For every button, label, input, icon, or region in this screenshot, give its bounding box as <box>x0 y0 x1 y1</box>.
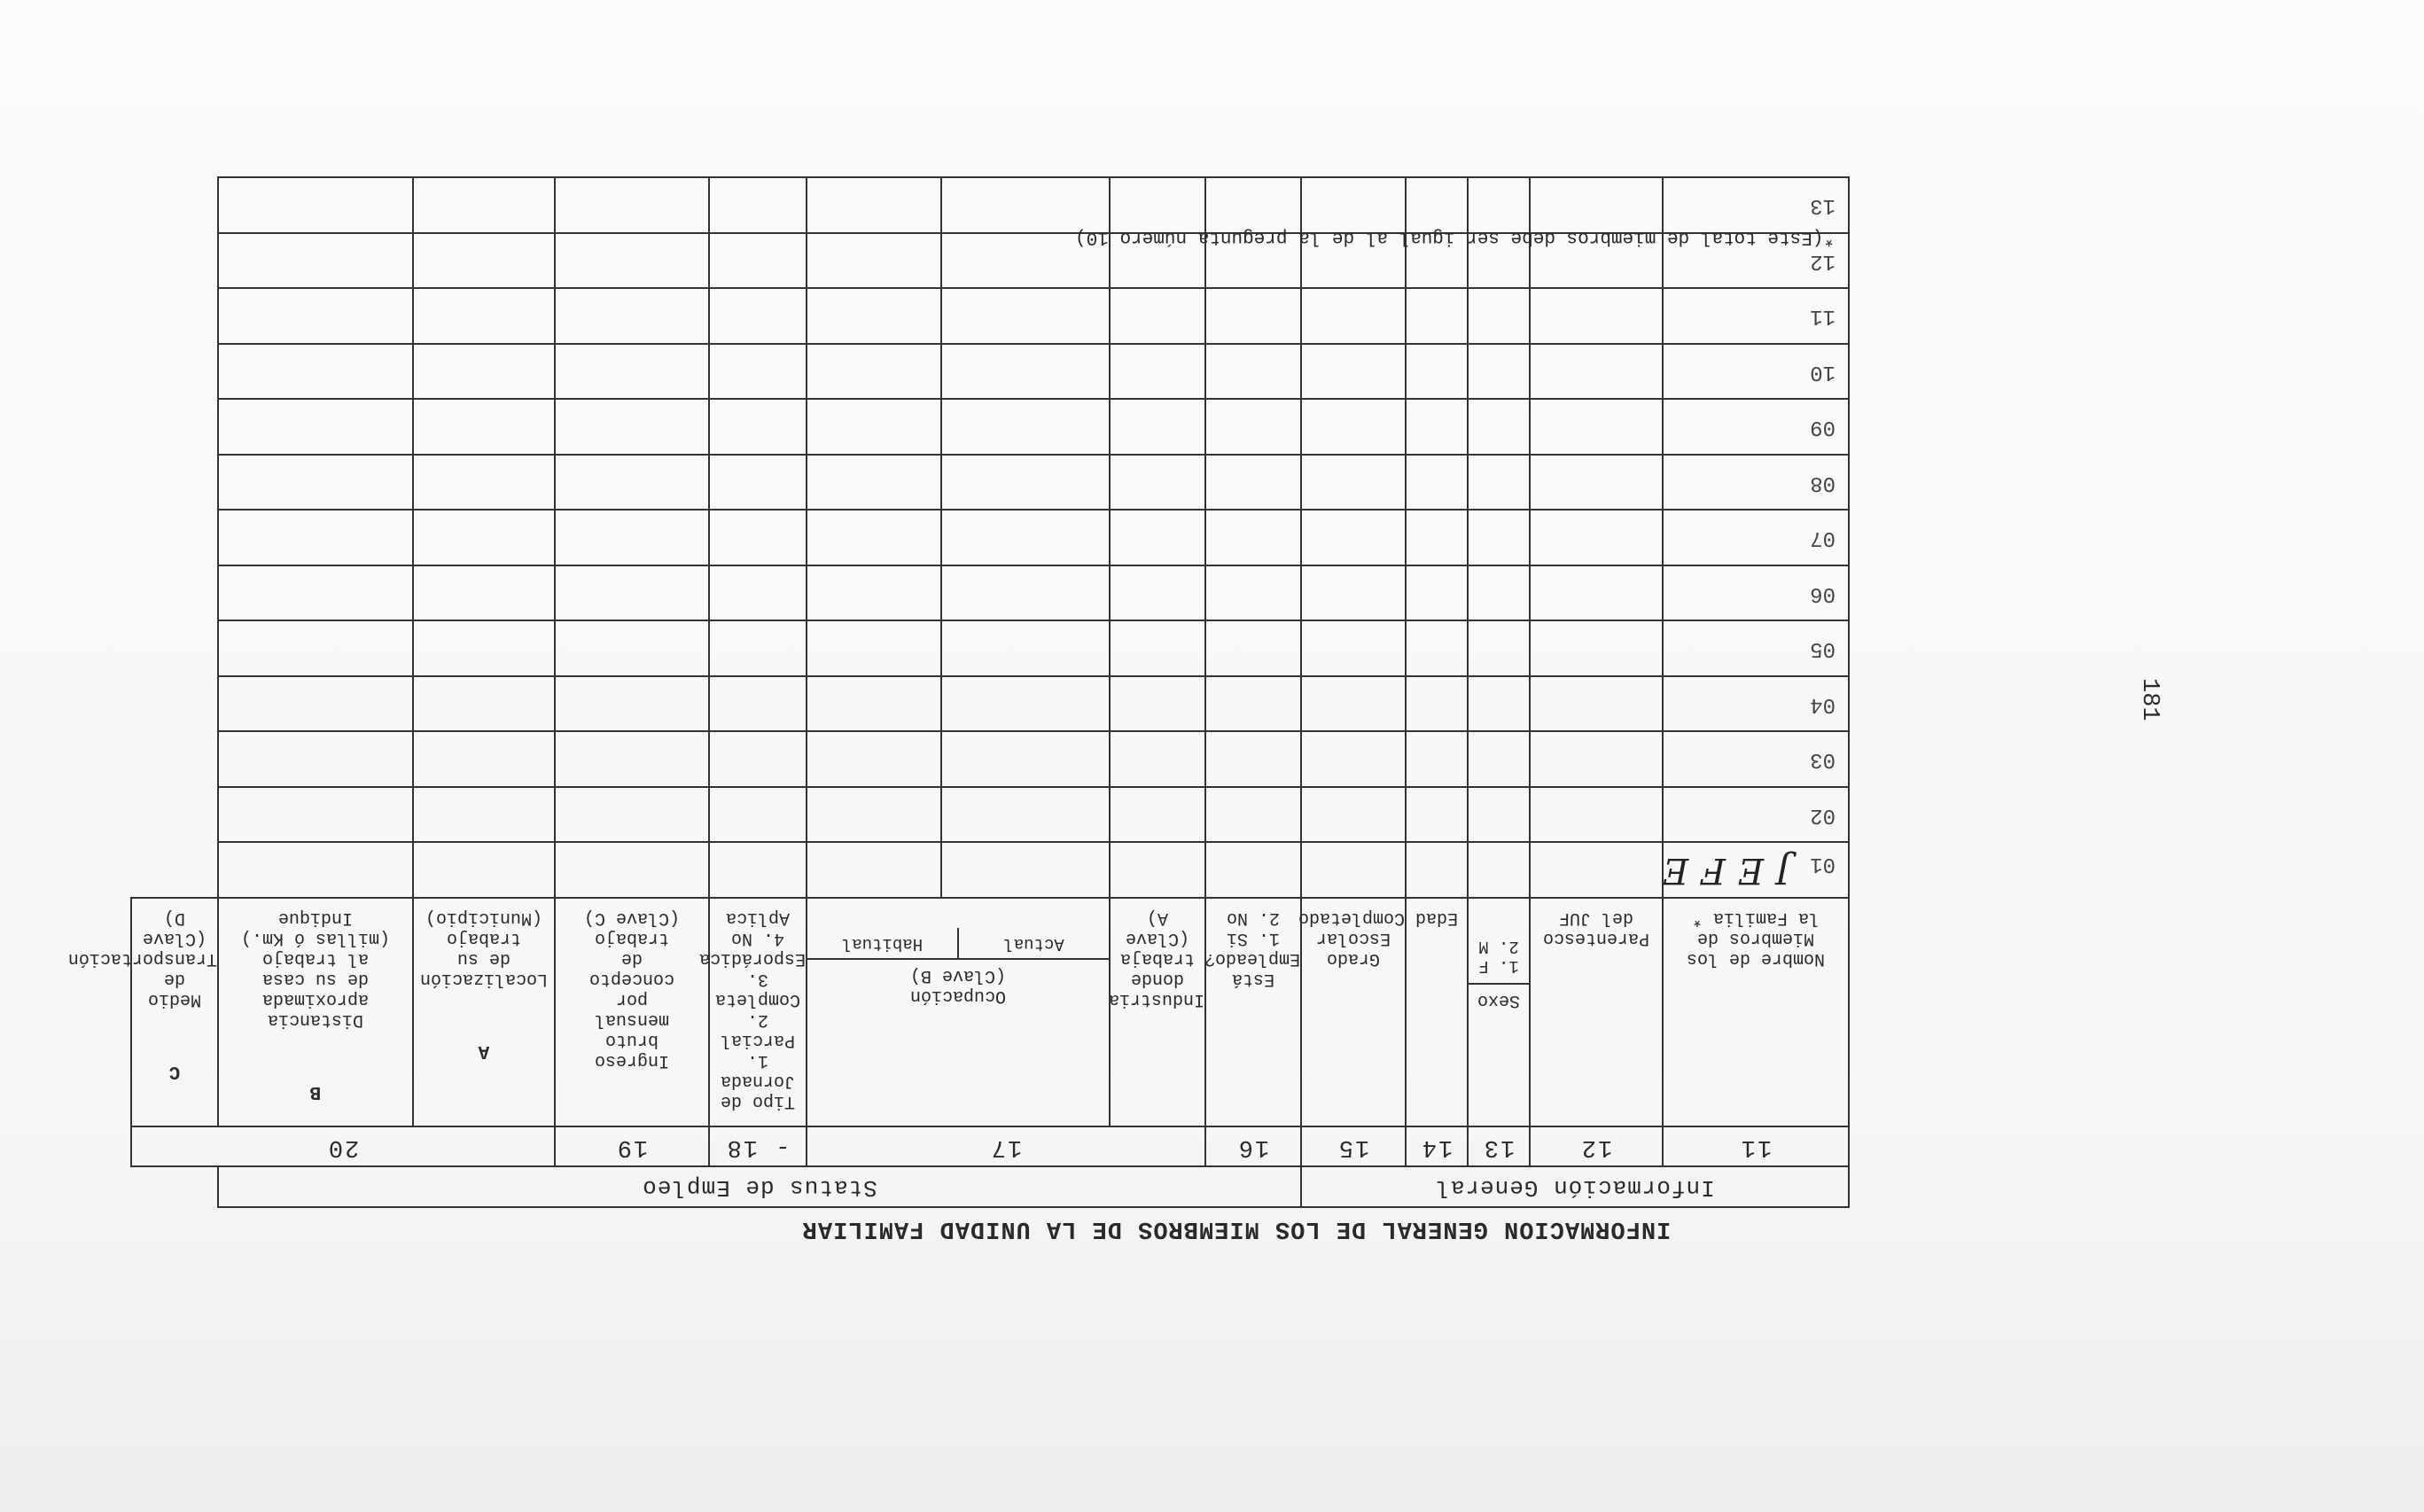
blank-form-cell[interactable] <box>1110 565 1205 621</box>
blank-form-cell[interactable] <box>1530 344 1663 400</box>
blank-form-cell[interactable] <box>1110 455 1205 510</box>
blank-form-cell[interactable] <box>1468 787 1530 843</box>
blank-form-cell[interactable] <box>1406 620 1468 676</box>
blank-form-cell[interactable] <box>555 676 709 732</box>
blank-form-cell[interactable] <box>807 177 941 233</box>
blank-form-cell[interactable] <box>1110 842 1205 898</box>
blank-form-cell[interactable] <box>941 288 1110 344</box>
blank-form-cell[interactable] <box>1406 731 1468 787</box>
blank-form-cell[interactable] <box>1110 288 1205 344</box>
blank-form-cell[interactable] <box>1530 676 1663 732</box>
blank-form-cell[interactable] <box>1406 288 1468 344</box>
blank-form-cell[interactable] <box>1205 177 1301 233</box>
blank-form-cell[interactable] <box>1301 399 1406 455</box>
blank-form-cell[interactable] <box>1205 344 1301 400</box>
blank-form-cell[interactable] <box>555 399 709 455</box>
blank-form-cell[interactable] <box>1205 565 1301 621</box>
label-sex-title: Sexo <box>1477 990 1521 1010</box>
member-row <box>131 344 1849 400</box>
member-name-cell[interactable] <box>1663 676 1849 732</box>
blank-form-cell[interactable] <box>1530 177 1663 233</box>
blank-form-cell[interactable] <box>1530 455 1663 510</box>
blank-form-cell[interactable] <box>1468 731 1530 787</box>
page-number: 181 <box>2136 678 2163 721</box>
blank-form-cell[interactable] <box>1468 510 1530 565</box>
blank-form-cell[interactable] <box>807 510 941 565</box>
blank-form-cell[interactable] <box>1301 177 1406 233</box>
label-grade: Grado Escolar Completado <box>1301 898 1406 1126</box>
blank-form-cell[interactable] <box>413 399 555 455</box>
label-col20-c-letter: C <box>168 1061 181 1082</box>
blank-form-cell[interactable] <box>218 620 413 676</box>
blank-form-cell[interactable] <box>555 233 709 289</box>
member-row <box>131 288 1849 344</box>
member-name-cell[interactable] <box>1663 344 1849 400</box>
row-number: 11 <box>1810 304 1836 329</box>
blank-form-cell[interactable] <box>1530 620 1663 676</box>
blank-form-cell[interactable] <box>709 344 807 400</box>
blank-form-cell[interactable] <box>1110 344 1205 400</box>
blank-form-cell[interactable] <box>413 344 555 400</box>
blank-form-cell[interactable] <box>1406 842 1468 898</box>
label-col20-b-text: Distancia aproximada de su casa al trabajo (millas ó Km.) Indique <box>240 908 390 1030</box>
blank-form-cell[interactable] <box>709 565 807 621</box>
label-col20-a-text: Localización de su trabajo (Municipio) <box>419 908 548 989</box>
row-number: 13 <box>1810 193 1836 218</box>
blank-form-cell[interactable] <box>1468 676 1530 732</box>
blank-form-cell[interactable] <box>1110 177 1205 233</box>
blank-form-cell[interactable] <box>941 787 1110 843</box>
blank-form-cell[interactable] <box>1530 565 1663 621</box>
blank-form-cell[interactable] <box>413 676 555 732</box>
blank-form-cell[interactable] <box>1205 399 1301 455</box>
form-title: INFORMACION GENERAL DE LOS MIEMBROS DE LA UNIDAD FAMILIAR <box>801 1215 1672 1242</box>
blank-form-cell[interactable] <box>218 510 413 565</box>
label-occupation-subcols <box>807 928 1109 960</box>
row-number: 02 <box>1810 803 1836 827</box>
blank-form-cell[interactable] <box>1205 455 1301 510</box>
row-number: 03 <box>1810 747 1836 772</box>
blank-form-cell[interactable] <box>1406 676 1468 732</box>
blank-form-cell[interactable] <box>941 565 1110 621</box>
blank-form-cell[interactable] <box>709 177 807 233</box>
blank-form-cell[interactable] <box>1468 455 1530 510</box>
label-sex-codes: 1. F 2. M <box>1469 928 1529 985</box>
member-name-cell[interactable] <box>1663 620 1849 676</box>
row-number: 12 <box>1810 248 1836 273</box>
label-income: Ingreso bruto mensual por concepto de trabajo (Clave C) <box>555 898 709 1126</box>
row-number: 09 <box>1810 415 1836 440</box>
blank-form-cell[interactable] <box>941 676 1110 732</box>
blank-form-cell[interactable] <box>218 288 413 344</box>
blank-form-cell[interactable] <box>1301 620 1406 676</box>
blank-form-cell[interactable] <box>709 620 807 676</box>
blank-form-cell[interactable] <box>413 288 555 344</box>
blank-form-cell[interactable] <box>413 510 555 565</box>
blank-form-cell[interactable] <box>1406 565 1468 621</box>
blank-form-cell[interactable] <box>555 177 709 233</box>
member-name-cell[interactable] <box>1663 455 1849 510</box>
label-col20-a <box>413 898 555 1126</box>
blank-form-cell[interactable] <box>218 842 413 898</box>
blank-form-cell[interactable] <box>807 620 941 676</box>
row-number: 01 <box>1810 851 1836 876</box>
blank-form-cell[interactable] <box>1301 344 1406 400</box>
col-number-11: 11 <box>1663 1126 1849 1165</box>
blank-form-cell[interactable] <box>1406 510 1468 565</box>
member-row <box>131 842 1849 898</box>
row-number: 08 <box>1810 470 1836 495</box>
blank-form-cell[interactable] <box>807 842 941 898</box>
blank-form-cell[interactable] <box>555 565 709 621</box>
blank-form-cell[interactable] <box>1301 731 1406 787</box>
blank-form-cell[interactable] <box>807 565 941 621</box>
blank-form-cell[interactable] <box>218 787 413 843</box>
blank-form-cell[interactable] <box>555 731 709 787</box>
blank-form-cell[interactable] <box>413 731 555 787</box>
blank-form-cell[interactable] <box>413 842 555 898</box>
member-row <box>131 731 1849 787</box>
member-name-cell[interactable] <box>1663 288 1849 344</box>
col-number-17: 17 <box>807 1126 1205 1165</box>
label-sex <box>1468 898 1530 1126</box>
group-header-row <box>131 1166 1849 1207</box>
blank-form-cell[interactable] <box>413 233 555 289</box>
label-occupation <box>807 898 1110 1126</box>
label-col20-a-letter: A <box>478 1040 490 1062</box>
label-employed: Está Empleado? 1. Si 2. No <box>1205 898 1301 1126</box>
blank-form-cell[interactable] <box>1468 344 1530 400</box>
blank-form-cell[interactable] <box>413 620 555 676</box>
member-name-cell[interactable] <box>1650 842 1849 898</box>
member-row <box>131 455 1849 510</box>
blank-form-cell[interactable] <box>1530 288 1663 344</box>
blank-form-cell[interactable] <box>1301 510 1406 565</box>
blank-form-cell[interactable] <box>709 399 807 455</box>
blank-form-cell[interactable] <box>1530 787 1663 843</box>
col-number-15: 15 <box>1301 1126 1406 1165</box>
blank-form-cell[interactable] <box>555 620 709 676</box>
blank-form-cell[interactable] <box>1468 565 1530 621</box>
blank-form-cell[interactable] <box>1468 288 1530 344</box>
handwritten-entry: JEFE <box>1650 849 1791 891</box>
col-number-16: 16 <box>1205 1126 1301 1165</box>
member-name-cell[interactable] <box>1663 510 1849 565</box>
group-header-employment: Status de Empleo <box>218 1166 1301 1207</box>
blank-form-cell[interactable] <box>1110 399 1205 455</box>
blank-form-cell[interactable] <box>413 455 555 510</box>
blank-form-cell[interactable] <box>555 787 709 843</box>
blank-form-cell[interactable] <box>1468 399 1530 455</box>
blank-form-cell[interactable] <box>1468 620 1530 676</box>
blank-form-cell[interactable] <box>1301 565 1406 621</box>
blank-form-cell[interactable] <box>1530 399 1663 455</box>
blank-form-cell[interactable] <box>1205 620 1301 676</box>
blank-form-cell[interactable] <box>1205 676 1301 732</box>
blank-form-cell[interactable] <box>1110 787 1205 843</box>
blank-form-cell[interactable] <box>709 288 807 344</box>
blank-form-cell[interactable] <box>941 455 1110 510</box>
blank-form-cell[interactable] <box>1205 510 1301 565</box>
member-row <box>131 620 1849 676</box>
col-number-13: 13 <box>1468 1126 1530 1165</box>
label-col20-b-letter: B <box>309 1081 322 1103</box>
member-row <box>131 787 1849 843</box>
blank-form-cell[interactable] <box>941 731 1110 787</box>
blank-form-cell[interactable] <box>1301 455 1406 510</box>
blank-form-cell[interactable] <box>1205 842 1301 898</box>
label-age: Edad <box>1406 898 1468 1126</box>
blank-form-cell[interactable] <box>1110 510 1205 565</box>
blank-form-cell[interactable] <box>1406 787 1468 843</box>
label-name: Nombre de los Miembros de la Familia * <box>1663 898 1849 1126</box>
blank-form-cell[interactable] <box>807 399 941 455</box>
col-number-14: 14 <box>1406 1126 1468 1165</box>
blank-form-cell[interactable] <box>413 565 555 621</box>
label-col20-b <box>218 898 413 1126</box>
col-number-18: - 18 <box>709 1126 807 1165</box>
blank-form-cell[interactable] <box>709 233 807 289</box>
blank-form-cell[interactable] <box>1530 510 1663 565</box>
blank-form-cell[interactable] <box>218 344 413 400</box>
blank-form-cell[interactable] <box>218 676 413 732</box>
blank-form-cell[interactable] <box>555 455 709 510</box>
blank-form-cell[interactable] <box>807 344 941 400</box>
blank-form-cell[interactable] <box>709 787 807 843</box>
label-industry: Industria donde trabaja (Clave A) <box>1110 898 1205 1126</box>
blank-form-cell[interactable] <box>555 344 709 400</box>
row-number: 07 <box>1810 526 1836 550</box>
blank-form-cell[interactable] <box>941 344 1110 400</box>
blank-form-cell[interactable] <box>807 288 941 344</box>
blank-form-cell[interactable] <box>709 455 807 510</box>
blank-form-cell[interactable] <box>941 842 1110 898</box>
blank-form-cell[interactable] <box>1205 731 1301 787</box>
blank-form-cell[interactable] <box>413 177 555 233</box>
blank-form-cell[interactable] <box>1301 288 1406 344</box>
blank-form-cell[interactable] <box>218 731 413 787</box>
blank-form-cell[interactable] <box>941 177 1110 233</box>
member-name-cell[interactable] <box>1663 177 1849 233</box>
blank-form-cell[interactable] <box>807 455 941 510</box>
col-number-12: 12 <box>1530 1126 1663 1165</box>
blank-form-cell[interactable] <box>218 233 413 289</box>
member-row <box>131 565 1849 621</box>
blank-form-cell[interactable] <box>807 787 941 843</box>
member-name-cell[interactable] <box>1663 787 1849 843</box>
blank-form-cell[interactable] <box>1530 842 1663 898</box>
blank-form-cell[interactable] <box>709 510 807 565</box>
label-occupation-current: Actual <box>1003 933 1064 954</box>
member-name-cell[interactable] <box>1663 565 1849 621</box>
blank-form-cell[interactable] <box>709 842 807 898</box>
blank-form-cell[interactable] <box>807 233 941 289</box>
blank-form-cell[interactable] <box>1301 842 1406 898</box>
blank-form-cell[interactable] <box>218 177 413 233</box>
blank-form-cell[interactable] <box>1406 399 1468 455</box>
member-name-cell[interactable] <box>1663 731 1849 787</box>
blank-form-cell[interactable] <box>218 455 413 510</box>
row-number: 06 <box>1810 581 1836 605</box>
blank-form-cell[interactable] <box>941 510 1110 565</box>
blank-form-cell[interactable] <box>1205 787 1301 843</box>
col-number-19: 19 <box>555 1126 709 1165</box>
blank-form-cell[interactable] <box>218 399 413 455</box>
blank-form-cell[interactable] <box>1205 288 1301 344</box>
blank-form-cell[interactable] <box>1530 731 1663 787</box>
blank-form-cell[interactable] <box>1110 731 1205 787</box>
blank-form-cell[interactable] <box>1468 842 1530 898</box>
blank-form-cell[interactable] <box>709 676 807 732</box>
group-header-general: Información General <box>1301 1166 1849 1207</box>
blank-form-cell[interactable] <box>807 731 941 787</box>
blank-form-cell[interactable] <box>413 787 555 843</box>
blank-form-cell[interactable] <box>709 731 807 787</box>
row-number: 10 <box>1810 359 1836 384</box>
label-relation: Parentesco del JUF <box>1530 898 1663 1126</box>
blank-form-cell[interactable] <box>218 565 413 621</box>
blank-form-cell[interactable] <box>555 288 709 344</box>
blank-form-cell[interactable] <box>807 676 941 732</box>
member-row <box>131 510 1849 565</box>
blank-form-cell[interactable] <box>941 399 1110 455</box>
label-col20-c <box>67 898 218 1126</box>
col-number-20: 20 <box>131 1126 555 1165</box>
column-label-row <box>131 898 1849 1126</box>
family-members-table <box>67 176 1850 1208</box>
member-row <box>131 676 1849 732</box>
member-rows <box>131 177 1849 898</box>
member-row <box>131 399 1849 455</box>
blank-form-cell[interactable] <box>1301 676 1406 732</box>
blank-form-cell[interactable] <box>1406 177 1468 233</box>
member-row <box>131 177 1849 233</box>
blank-form-cell[interactable] <box>555 842 709 898</box>
blank-form-cell[interactable] <box>1406 455 1468 510</box>
member-name-cell[interactable] <box>1663 399 1849 455</box>
label-jornada: Tipo de Jornada 1. Parcial 2. Completa 3. Esporádica 4. No Aplica <box>709 898 807 1126</box>
footnote: *(Este total de miembros debe ser igual al de la pregunta número 10) <box>1075 227 1835 247</box>
row-number: 05 <box>1810 636 1836 661</box>
blank-form-cell[interactable] <box>1110 620 1205 676</box>
label-occupation-title: Ocupación (Clave B) <box>909 965 1006 1006</box>
blank-form-cell[interactable] <box>1406 344 1468 400</box>
blank-form-cell[interactable] <box>1110 676 1205 732</box>
row-number: 04 <box>1810 691 1836 716</box>
blank-form-cell[interactable] <box>941 620 1110 676</box>
blank-form-cell[interactable] <box>1468 177 1530 233</box>
blank-form-cell[interactable] <box>555 510 709 565</box>
blank-form-cell[interactable] <box>1301 787 1406 843</box>
label-col20-c-text: Medio de Transportación (Clave D) <box>67 908 217 1009</box>
label-occupation-usual: Habitual <box>807 928 959 958</box>
